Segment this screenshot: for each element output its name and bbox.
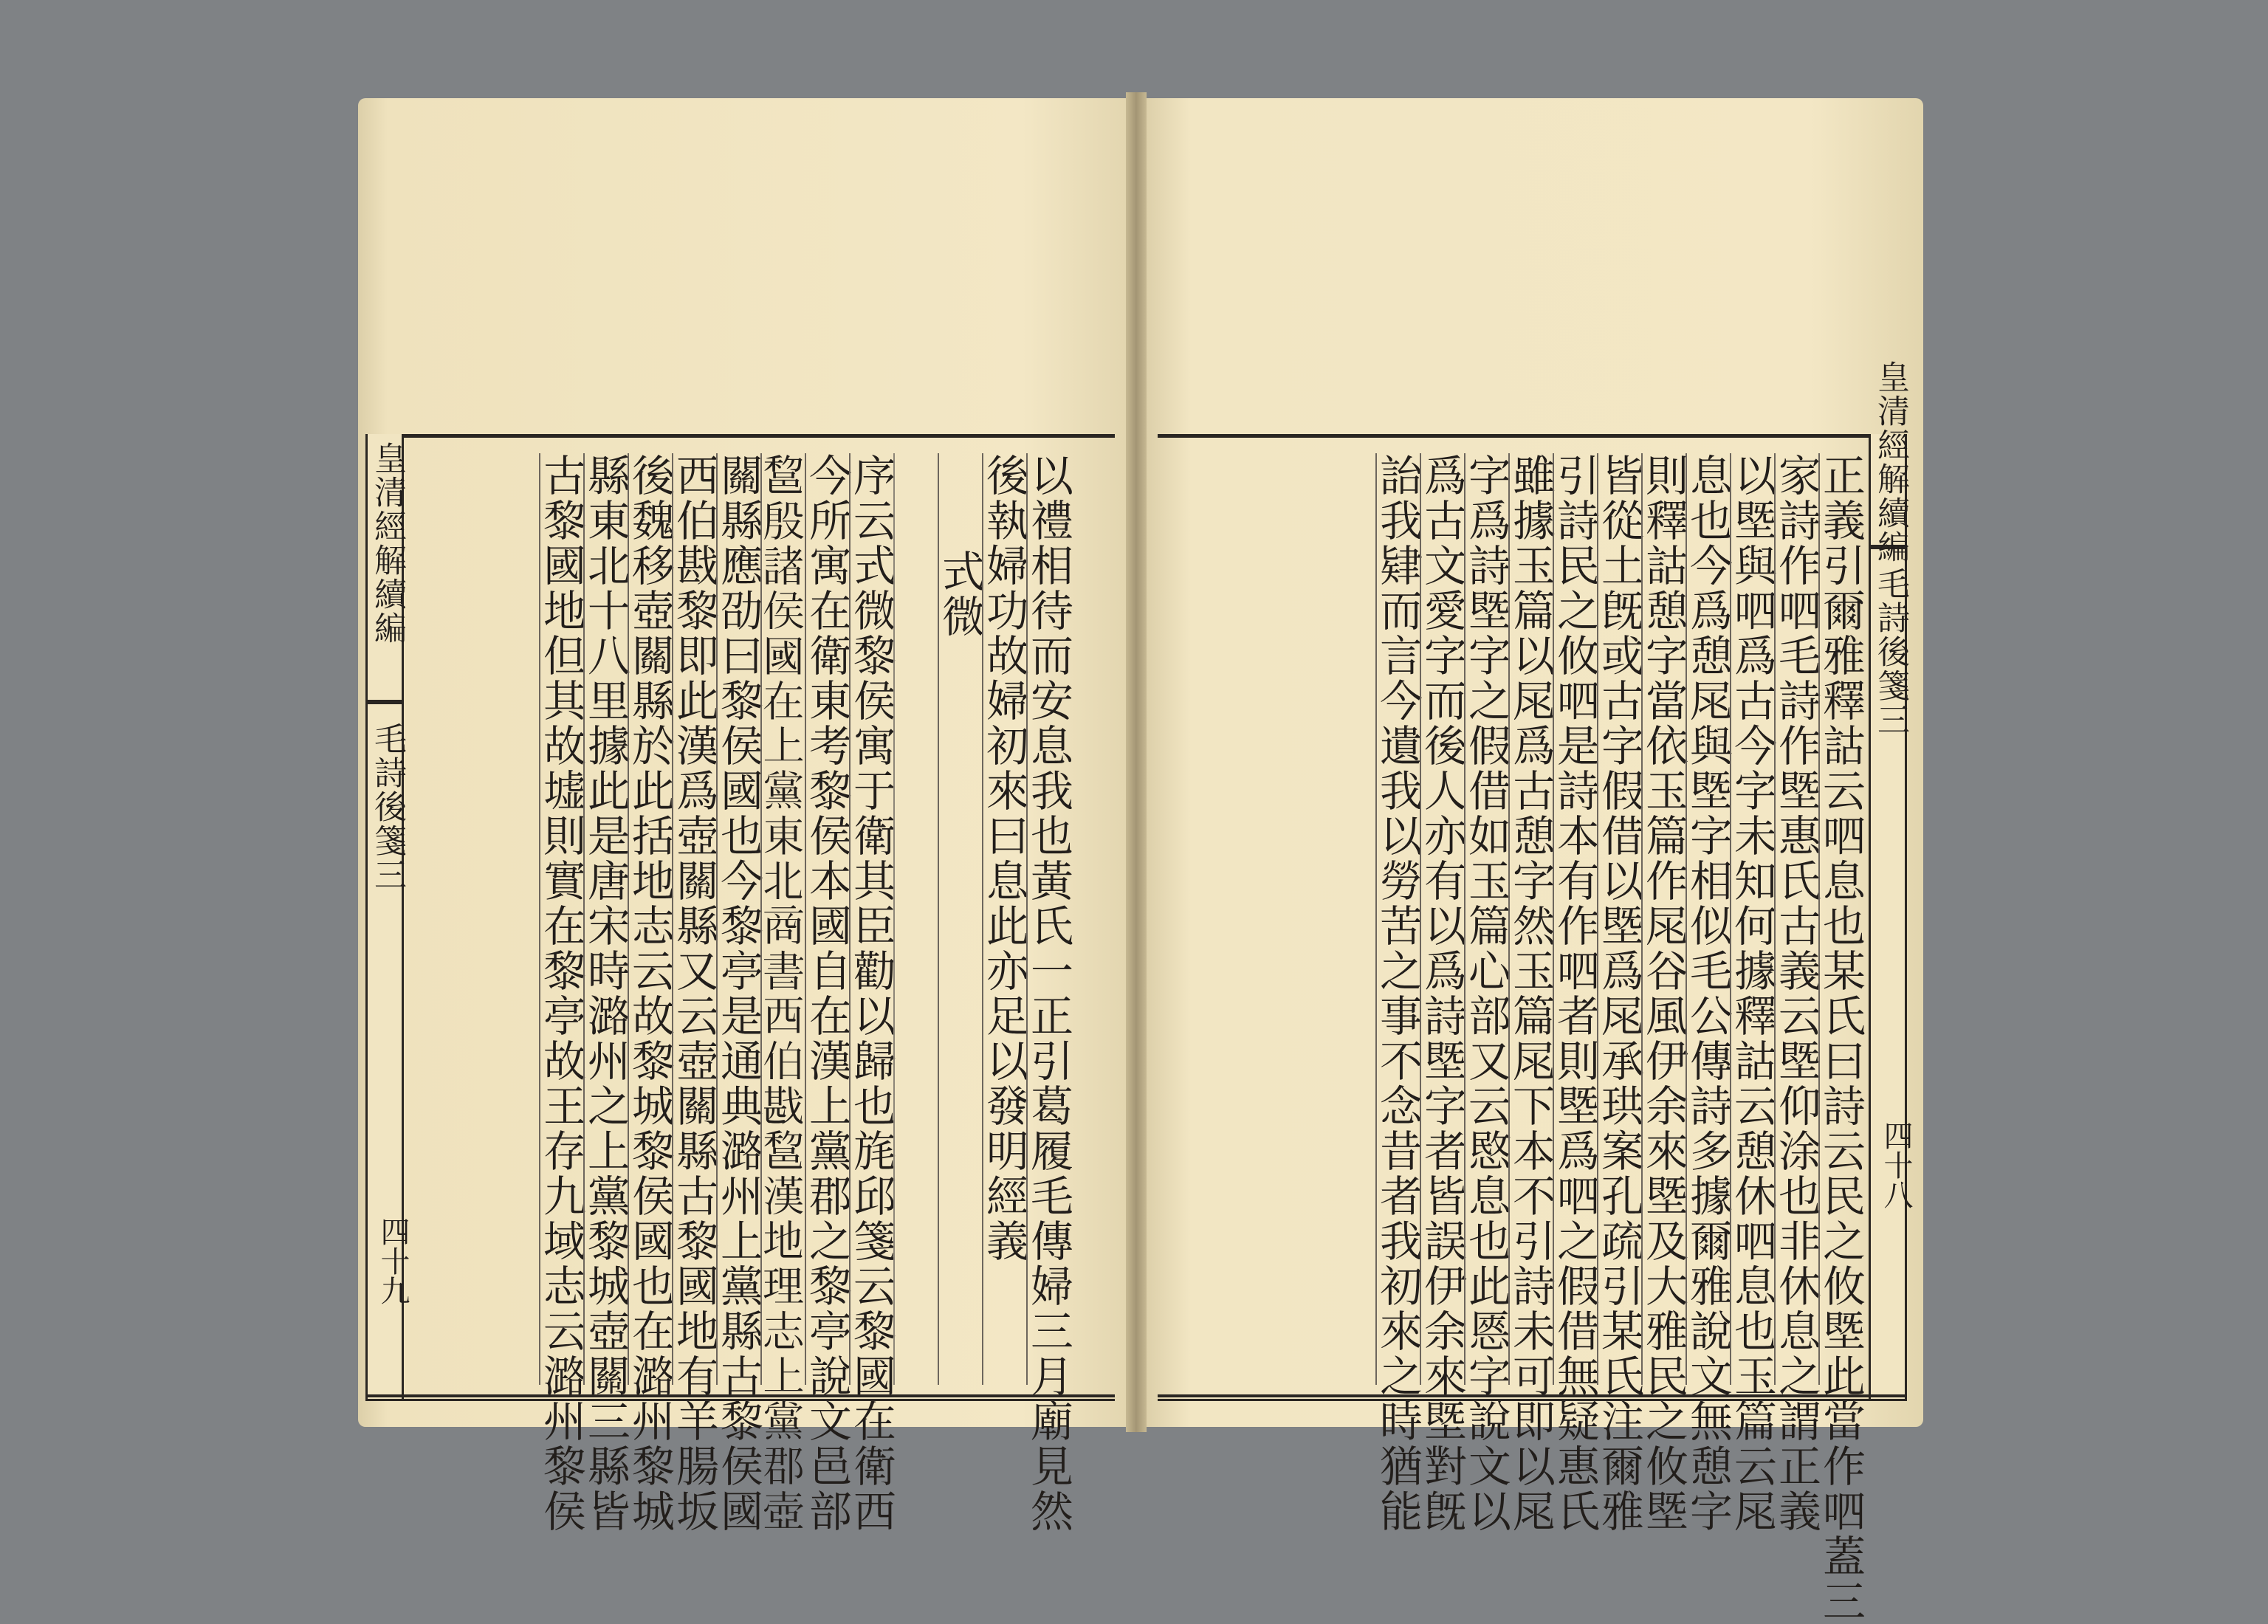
banxin-leaf-number: 四十八 [1879,1121,1913,1209]
right-banxin [1869,360,1913,1401]
banxin-leaf-number: 四十九 [376,1217,410,1305]
frame-bottom-rule [365,1394,1115,1401]
text-column: 古黎國地但其故墟則實在黎亭故王存九域志云潞州黎侯 [536,453,586,1534]
text-column: 雖據玉篇以㞑爲古憩字然玉篇㞑下本不引詩未可即以㞑 [1505,453,1556,1534]
text-column: 爲古文愛字而後人亦有以爲詩塈字者皆誤伊余來塈對旣 [1417,453,1467,1534]
section-heading: 式微 [938,453,982,1385]
banxin-section: 毛詩後箋三 [368,722,406,892]
text-column: 序云式微黎侯寓于衛其臣勸以歸也旄邱箋云黎國在衛西 [846,453,896,1534]
text-column: 西伯戡黎即此漢爲壺關縣又云壺關縣古黎國地有羊腸坂 [669,453,719,1534]
open-book [358,92,1923,1624]
text-column: 縣東北十八里據此是唐宋時潞州之上黨黎城壺關三縣皆 [580,453,630,1534]
text-column: 後魏移壺關縣於此括地志云故黎城黎侯國也在潞州黎城 [625,453,675,1534]
text-column: 關縣應劭曰黎侯國也今黎亭是通典潞州上黨縣古黎侯國 [713,453,763,1534]
text-column: 引詩民之攸呬是詩本有作呬者則塈爲呬之假借無疑惠氏 [1550,453,1600,1534]
text-column: 以禮相待而安息我也黃氏一正引葛履毛傳婦三月廟見然 [1023,453,1073,1534]
right-page-frame [1158,360,1913,1624]
fish-tail-mark [368,692,402,712]
text-column: 則釋詁憩字當依玉篇作㞑谷風伊余來塈及大雅民之攸塈 [1638,453,1688,1534]
text-column: 家詩作呬毛詩作塈惠氏古義云塈仰涂也非休息之謂正義 [1771,453,1821,1534]
left-page [358,98,1126,1534]
text-column: 字爲詩塈字之假借如玉篇心部又云愍息也此㥦字說文以 [1461,453,1511,1534]
text-column: 今所寓在衛東考黎侯本國自在漢上黨郡之黎亭說文邑部 [802,453,852,1534]
text-column: 𨛫殷諸侯國在上黨東北商書西伯戡𨛫漢地理志上黨郡壺 [757,453,808,1534]
book-gutter [1126,92,1147,1432]
text-column: 皆從土旣或古字假借以塈爲㞑承珙案孔疏引某氏注爾雅 [1594,453,1644,1534]
text-column: 正義引爾雅釋詁云呬息也某氏曰詩云民之攸塈此當作呬蓋三 [1815,453,1866,1624]
left-page-columns [365,453,1073,1534]
frame-top-rule [365,434,1115,438]
banxin-section: 毛詩後箋三 [1872,567,1909,737]
left-banxin [365,434,410,1401]
text-column: 息也今爲憩㞑與塈字相似毛公傳詩多據爾雅說文無憩字 [1683,453,1733,1534]
frame-top-rule [1158,434,1907,438]
banxin-title: 皇清經解續編 [1872,360,1909,564]
left-page-frame [365,434,1115,1534]
text-column: 詒我肄而言今遺我以勞苦之事不念昔者我初來之時猶能 [1372,453,1423,1534]
right-page-columns [1158,453,1866,1624]
text-column: 後執婦功故婦初來曰息此亦足以發明經義 [982,453,1026,1385]
frame-bottom-rule [1158,1394,1907,1401]
banxin-title: 皇清經解續編 [368,441,406,645]
text-column [893,453,938,1385]
right-page [1147,98,1923,1624]
text-column: 以塈與呬爲古今字未知何據釋詁云憩休呬息也玉篇云㞑 [1727,453,1777,1534]
